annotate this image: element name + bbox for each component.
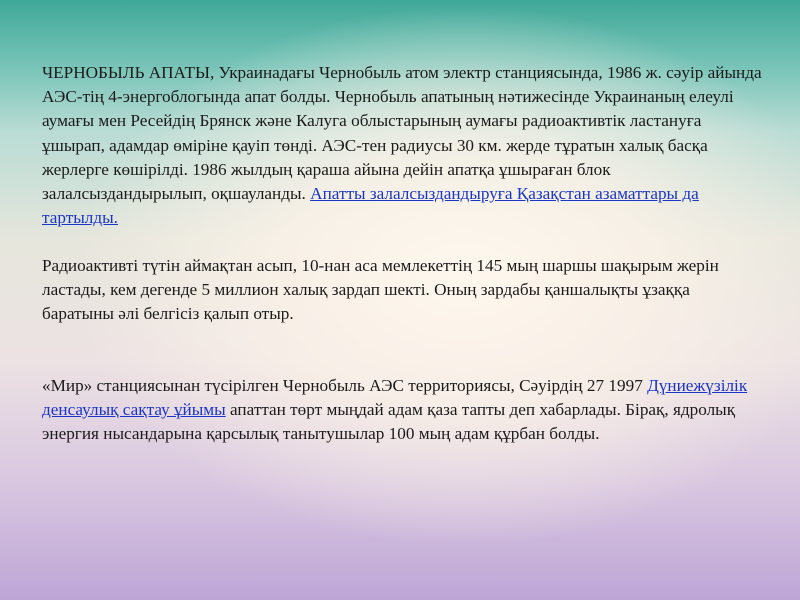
link-kazakh-citizens-decontamination[interactable]: Апатты залалсыздандыруға Қазақстан азаматтары да тартылды. [42, 184, 699, 228]
paragraph-casualties [42, 374, 762, 447]
paragraph-text: «Мир» станциясынан түсірілген Чернобыль АЭС территориясы, Сәуірдің 27 1997 [42, 376, 648, 395]
paragraph-radioactive-spread [42, 254, 762, 327]
paragraph-chernobyl-disaster [42, 61, 762, 230]
paragraph-text: Радиоактивті түтін аймақтан асып, 10-нан аса мемлекеттің 145 мың шаршы шақырым жерін ластады, кем дегенде 5 миллион халық зардап шекті. Оның зардабы қаншалықты ұзаққа баратыны әлі белгісіз қалып отыр. [42, 256, 719, 324]
paragraph-text-tail: апаттан төрт мыңдай адам қаза тапты деп хабарлады. Бірақ, ядролық энергия нысандарына қарсылық танытушылар 100 мың адам құрбан болды. [42, 400, 736, 444]
link-world-health-organization[interactable]: Дүниежүзілік денсаулық сақтау ұйымы [42, 376, 748, 420]
paragraph-text: ЧЕРНОБЫЛЬ АПАТЫ, Украинадағы Чернобыль атом электр станциясында, 1986 ж. сәуір айында АЭС-тің 4-энергоблогында апат болды. Чернобыль апатының нәтижесінде Украинаның елеулі аумағы мен Ресейдің Брянск және Калуга облыстарының аумағы радиоактивтік ластануға ұшырап, адамдар өміріне қауіп төнді. АЭС-тен радиусы 30 км. жерде тұратын халық басқа жерлерге көшірілді. 1986 жылдың қараша айына дейін апатқа ұшыраған блок залалсыздандырылып, оқшауланды. [42, 63, 762, 204]
